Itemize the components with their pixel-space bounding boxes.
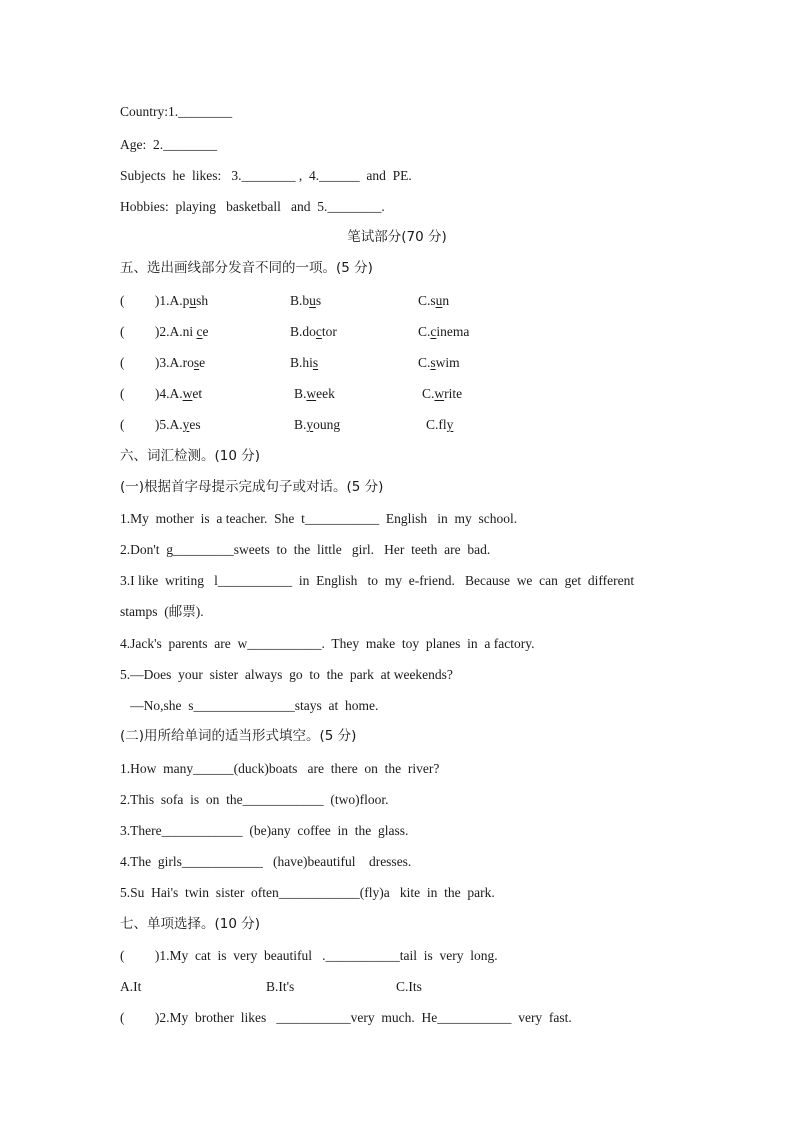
vocab-line-5b: —No,she s_______________stays at home. — [120, 698, 379, 713]
underlined-letters: c — [196, 324, 203, 339]
underlined-letters: w — [182, 386, 193, 401]
choice-q1-option-b: B.It's — [266, 979, 295, 994]
vocab-line-3b: stamps (邮票). — [120, 604, 204, 619]
underlined-letters: s — [312, 355, 319, 370]
phonics-item-4-option-c: C.write — [422, 386, 463, 401]
phonics-item-1-option-b: B.bus — [290, 293, 322, 308]
section6-part1-heading: (一)根据首字母提示完成句子或对话。(5 分) — [120, 479, 384, 495]
underlined-letters: c — [315, 324, 322, 339]
underlined-letters: y — [182, 417, 190, 432]
subjects-line: Subjects he likes: 3.________ , 4.______ and PE. — [120, 168, 412, 183]
underlined-letters: y — [306, 417, 314, 432]
choice-q1: ( )1.My cat is very beautiful .___________tail is very long. — [120, 948, 498, 963]
section5-heading: 五、选出画线部分发音不同的一项。(5 分) — [120, 260, 373, 276]
vocab-line-2: 2.Don't g_________sweets to the little girl. Her teeth are bad. — [120, 542, 491, 557]
underlined-letters: u — [435, 293, 443, 308]
form-line-5: 5.Su Hai's twin sister often____________(fly)a kite in the park. — [120, 885, 495, 900]
underlined-letters: s — [430, 355, 436, 370]
phonics-item-3-option-b: B.his — [290, 355, 319, 370]
written-part-title: 笔试部分(70 分) — [347, 229, 447, 245]
section6-heading: 六、词汇检测。(10 分) — [120, 448, 261, 464]
form-line-2: 2.This sofa is on the____________ (two)floor. — [120, 792, 389, 807]
age-line: Age: 2.________ — [120, 137, 218, 152]
vocab-line-4: 4.Jack's parents are w___________. They make toy planes in a factory. — [120, 636, 535, 651]
vocab-line-5: 5.—Does your sister always go to the park at weekends? — [120, 667, 453, 682]
underlined-letters: u — [309, 293, 316, 308]
underlined-letters: s — [193, 355, 200, 370]
phonics-item-2-option-a: ( )2.A.ni ce — [120, 324, 209, 339]
phonics-item-3-option-c: C.swim — [418, 355, 460, 370]
underlined-letters: u — [189, 293, 197, 308]
choice-q1-option-a: A.It — [120, 979, 142, 994]
vocab-line-1: 1.My mother is a teacher. She t___________ English in my school. — [120, 511, 518, 526]
phonics-item-4-option-b: B.week — [294, 386, 335, 401]
underlined-letters: c — [430, 324, 437, 339]
phonics-item-1-option-a: ( )1.A.push — [120, 293, 209, 308]
phonics-item-5-option-b: B.young — [294, 417, 341, 432]
phonics-item-5-option-c: C.fly — [426, 417, 454, 432]
choice-q1-option-c: C.Its — [396, 979, 422, 994]
choice-q2: ( )2.My brother likes ___________very much. He___________ very fast. — [120, 1010, 572, 1025]
vocab-line-3: 3.I like writing l___________ in English to my e-friend. Because we can get different — [120, 573, 635, 588]
form-line-1: 1.How many______(duck)boats are there on the river? — [120, 761, 440, 776]
phonics-item-3-option-a: ( )3.A.rose — [120, 355, 206, 370]
phonics-item-4-option-a: ( )4.A.wet — [120, 386, 203, 401]
hobbies-line: Hobbies: playing basketball and 5.________. — [120, 199, 385, 214]
form-line-3: 3.There____________ (be)any coffee in the glass. — [120, 823, 409, 838]
underlined-letters: y — [446, 417, 454, 432]
phonics-item-2-option-c: C.cinema — [418, 324, 470, 339]
phonics-item-5-option-a: ( )5.A.yes — [120, 417, 201, 432]
phonics-item-1-option-c: C.sun — [418, 293, 450, 308]
country-line: Country:1.________ — [120, 104, 233, 119]
section6-part2-heading: (二)用所给单词的适当形式填空。(5 分) — [120, 728, 357, 744]
phonics-item-2-option-b: B.doctor — [290, 324, 337, 339]
form-line-4: 4.The girls____________ (have)beautiful dresses. — [120, 854, 412, 869]
underlined-letters: w — [434, 386, 445, 401]
section7-heading: 七、单项选择。(10 分) — [120, 916, 261, 932]
underlined-letters: w — [306, 386, 317, 401]
